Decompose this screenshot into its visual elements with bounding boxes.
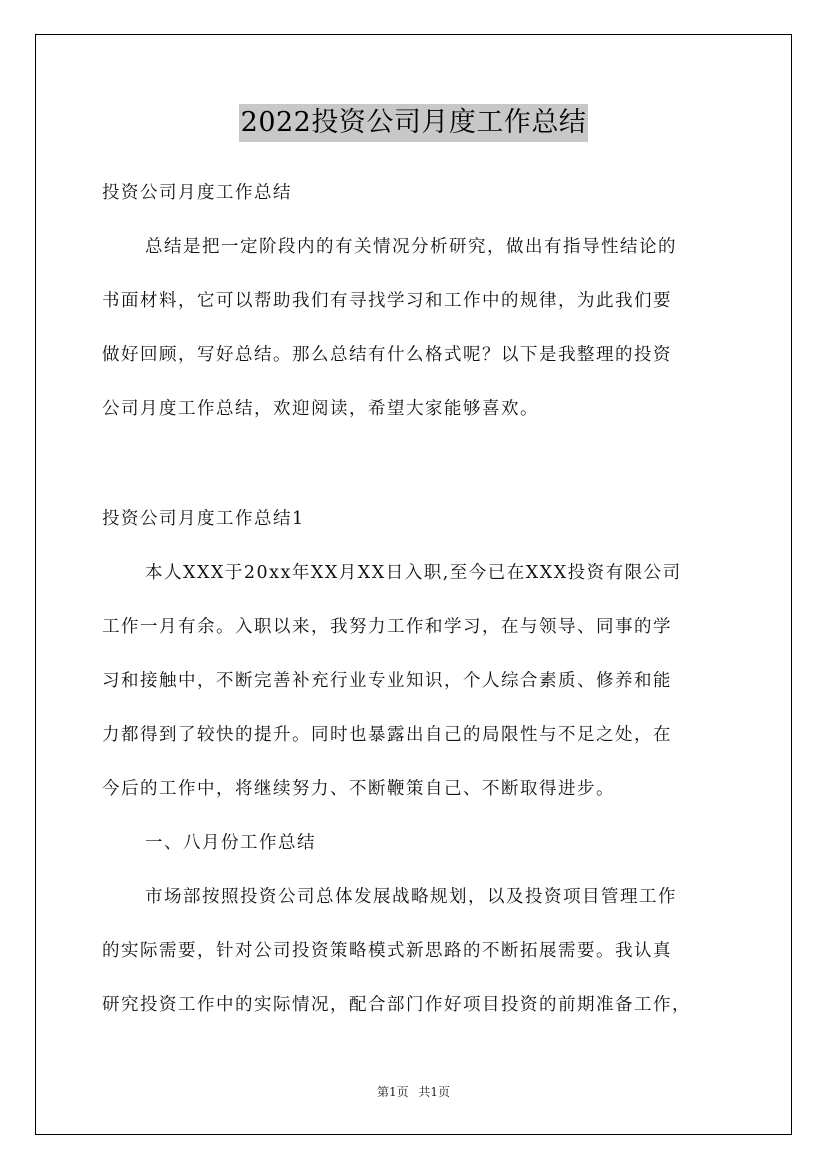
section1-line-2: 工作一月有余。入职以来，我努力工作和学习，在与领导、同事的学 — [102, 617, 672, 637]
section1-line-1: 本人XXX于20xx年XX月XX日入职,至今已在XXX投资有限公司 — [145, 563, 682, 583]
intro-line-1: 总结是把一定阶段内的有关情况分析研究，做出有指导性结论的 — [145, 237, 677, 257]
intro-line-2: 书面材料，它可以帮助我们有寻找学习和工作中的规律，为此我们要 — [102, 291, 672, 311]
august-line-2: 的实际需要，针对公司投资策略模式新思路的不断拓展需要。我认真 — [102, 941, 672, 961]
document-title: 2022投资公司月度工作总结 — [239, 104, 589, 142]
subtitle: 投资公司月度工作总结 — [102, 183, 292, 203]
section1-line-4: 力都得到了较快的提升。同时也暴露出自己的局限性与不足之处，在 — [102, 725, 672, 745]
page-total: 共1页 — [418, 1085, 451, 1099]
intro-line-3: 做好回顾，写好总结。那么总结有什么格式呢？以下是我整理的投资 — [102, 345, 672, 365]
page-number: 第1页 — [376, 1085, 409, 1099]
section1-line-5: 今后的工作中，将继续努力、不断鞭策自己、不断取得进步。 — [102, 779, 615, 799]
section1-heading: 投资公司月度工作总结1 — [102, 509, 305, 529]
august-line-1: 市场部按照投资公司总体发展战略规划，以及投资项目管理工作 — [145, 887, 677, 907]
intro-line-4: 公司月度工作总结，欢迎阅读，希望大家能够喜欢。 — [102, 399, 539, 419]
august-subheading: 一、八月份工作总结 — [145, 833, 316, 853]
title-block — [0, 104, 827, 142]
section1-line-3: 习和接触中，不断完善补充行业专业知识，个人综合素质、修养和能 — [102, 671, 672, 691]
page-footer — [0, 1083, 827, 1100]
august-line-3: 研究投资工作中的实际情况，配合部门作好项目投资的前期准备工作， — [102, 995, 691, 1015]
